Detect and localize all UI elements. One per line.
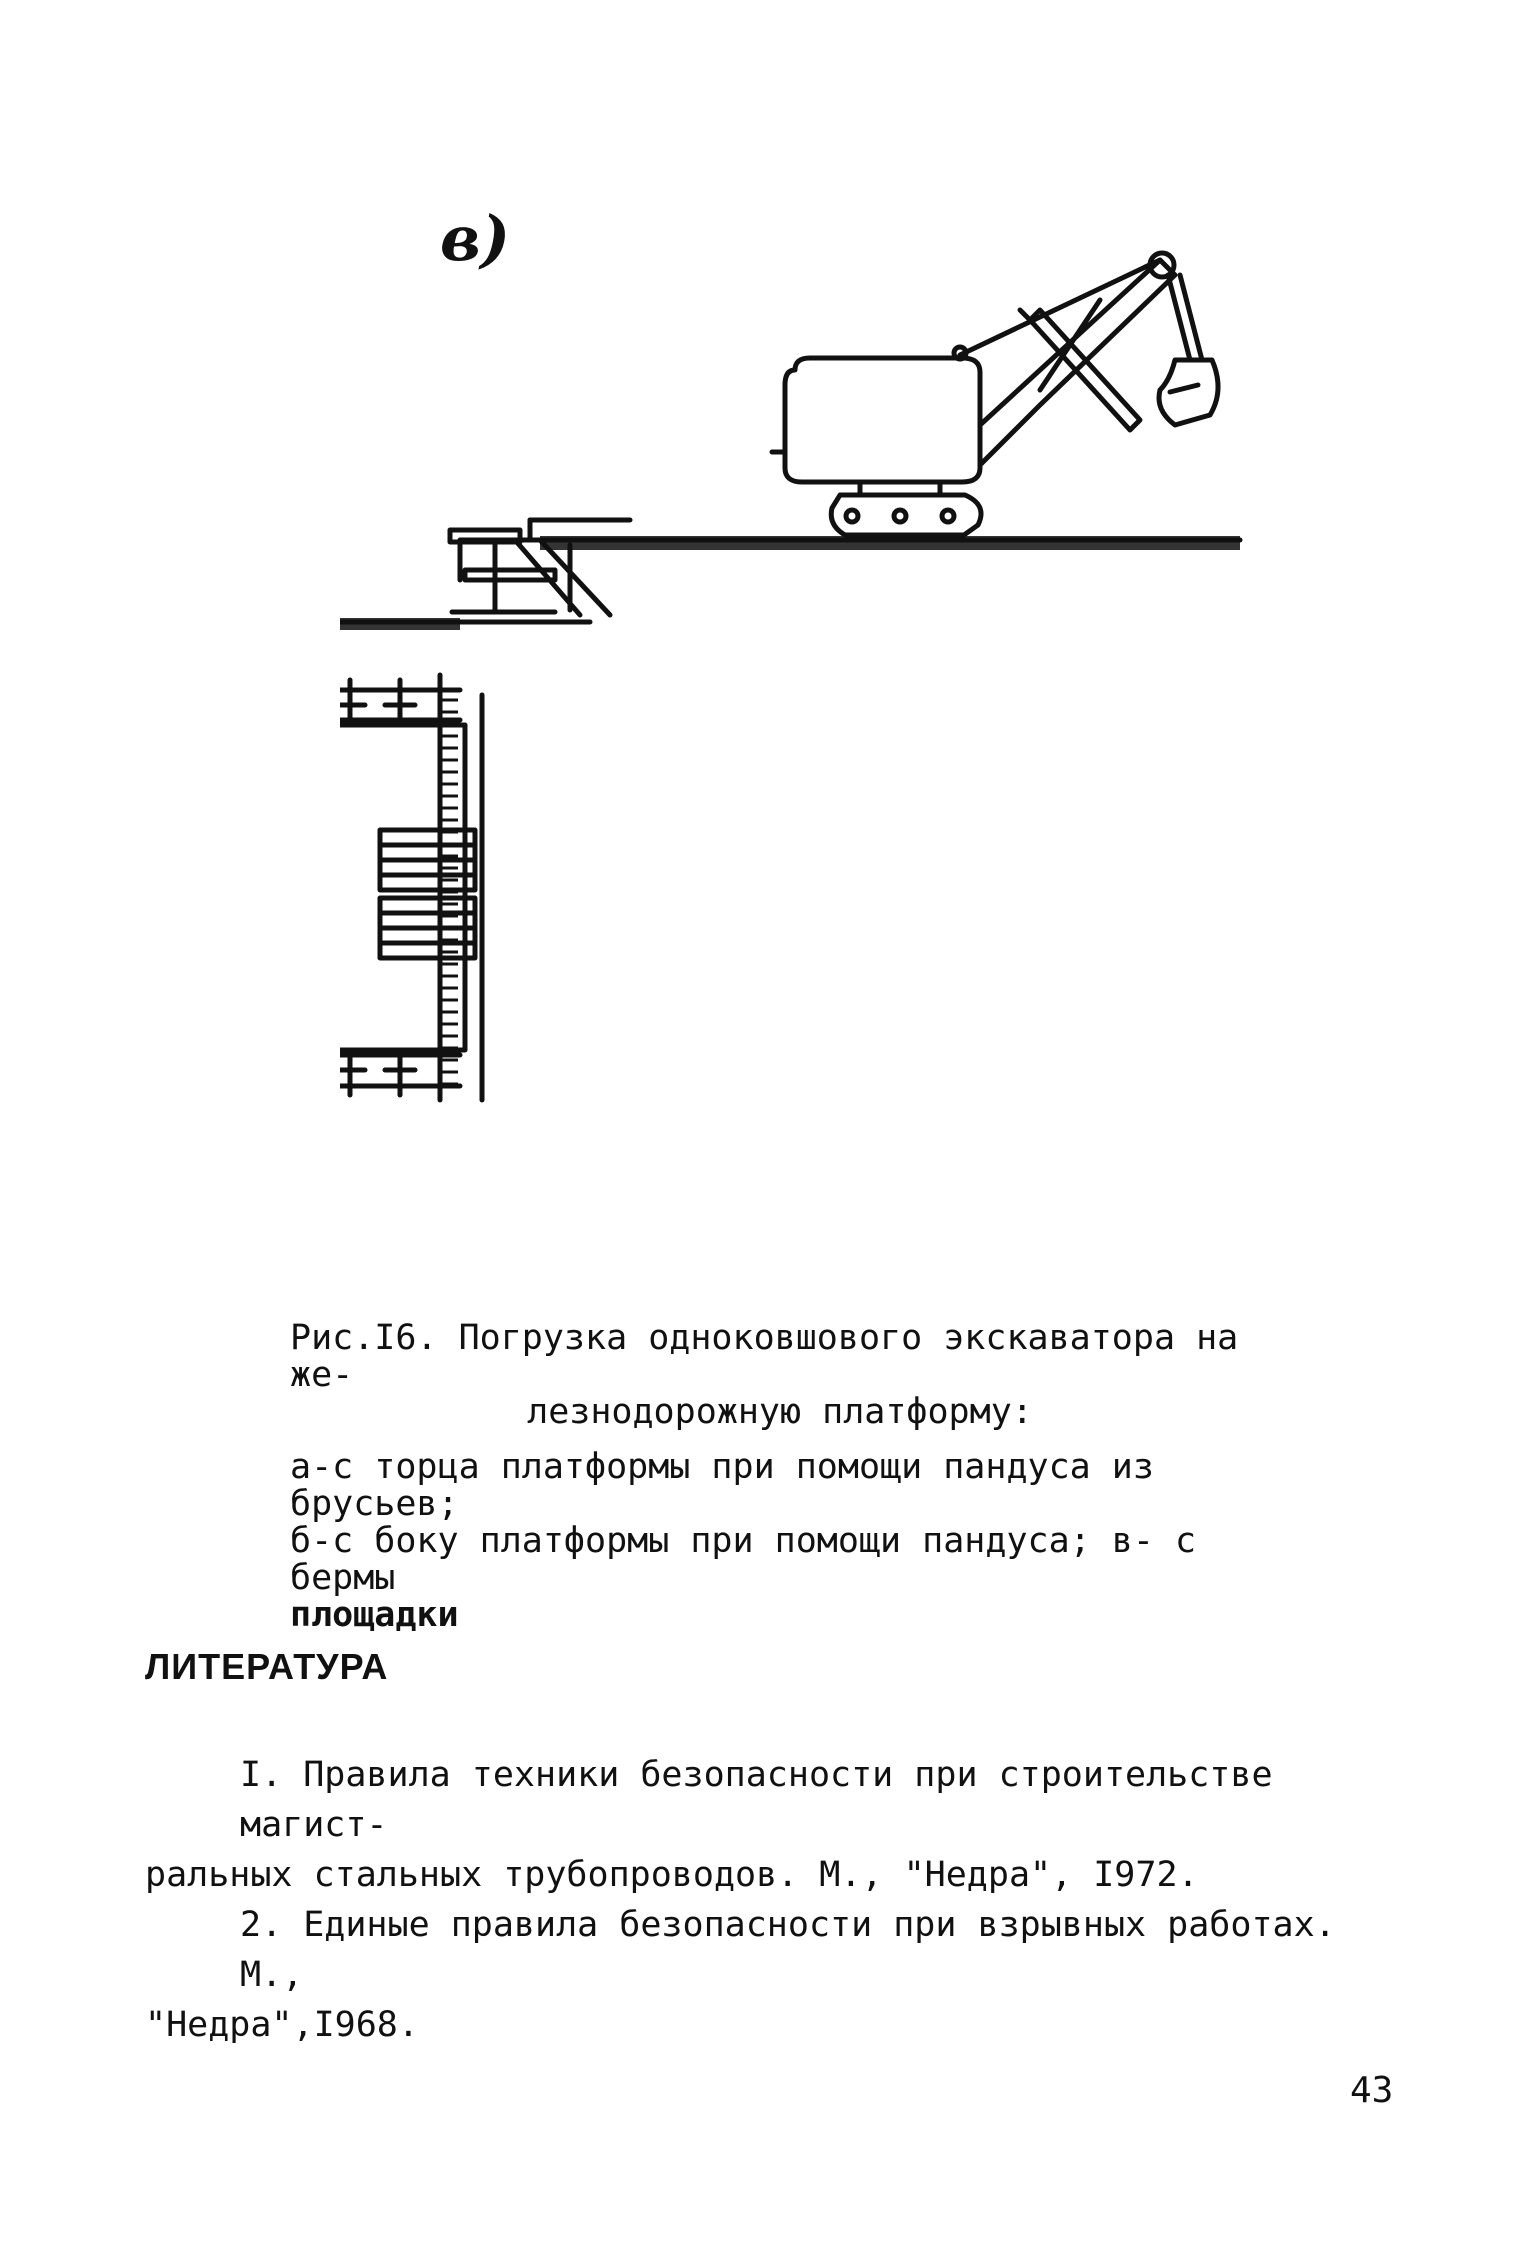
excavator-cab — [785, 358, 980, 482]
reference-2-line1: 2. Единые правила безопасности при взрывных работах. М., — [240, 1905, 1336, 1995]
caption-title-line1: Рис.I6. Погрузка одноковшового экскаватора на же- — [290, 1318, 1239, 1395]
caption-legend-line3: площадки — [290, 1595, 459, 1635]
caption-title-line2: лезнодорожную платформу: — [527, 1392, 1033, 1432]
caption-legend-line1: а-с торца платформы при помощи пандуса из брусьев; — [290, 1447, 1154, 1524]
excavator-loading-diagram — [340, 220, 1260, 1280]
reference-1-line2: ральных стальных трубопроводов. М., "Недра", I972. — [145, 1855, 1199, 1895]
literature-list — [145, 1750, 1395, 2050]
excavator-boom — [980, 260, 1175, 465]
reference-1-line1: I. Правила техники безопасности при строительстве магист- — [240, 1755, 1273, 1845]
berm-slope-hatching — [440, 700, 458, 1084]
caption-legend — [290, 1449, 1310, 1634]
page-number: 43 — [1350, 2070, 1394, 2111]
caption-legend-line2: б-с боку платформы при помощи пандуса; в- с бермы — [290, 1521, 1197, 1598]
literature-heading: ЛИТЕРАТУРА — [145, 1646, 389, 1687]
figure-panel-label: в) — [440, 202, 511, 275]
figure-caption — [290, 1320, 1310, 1634]
reference-2-line2: "Недра",I968. — [145, 2005, 419, 2045]
